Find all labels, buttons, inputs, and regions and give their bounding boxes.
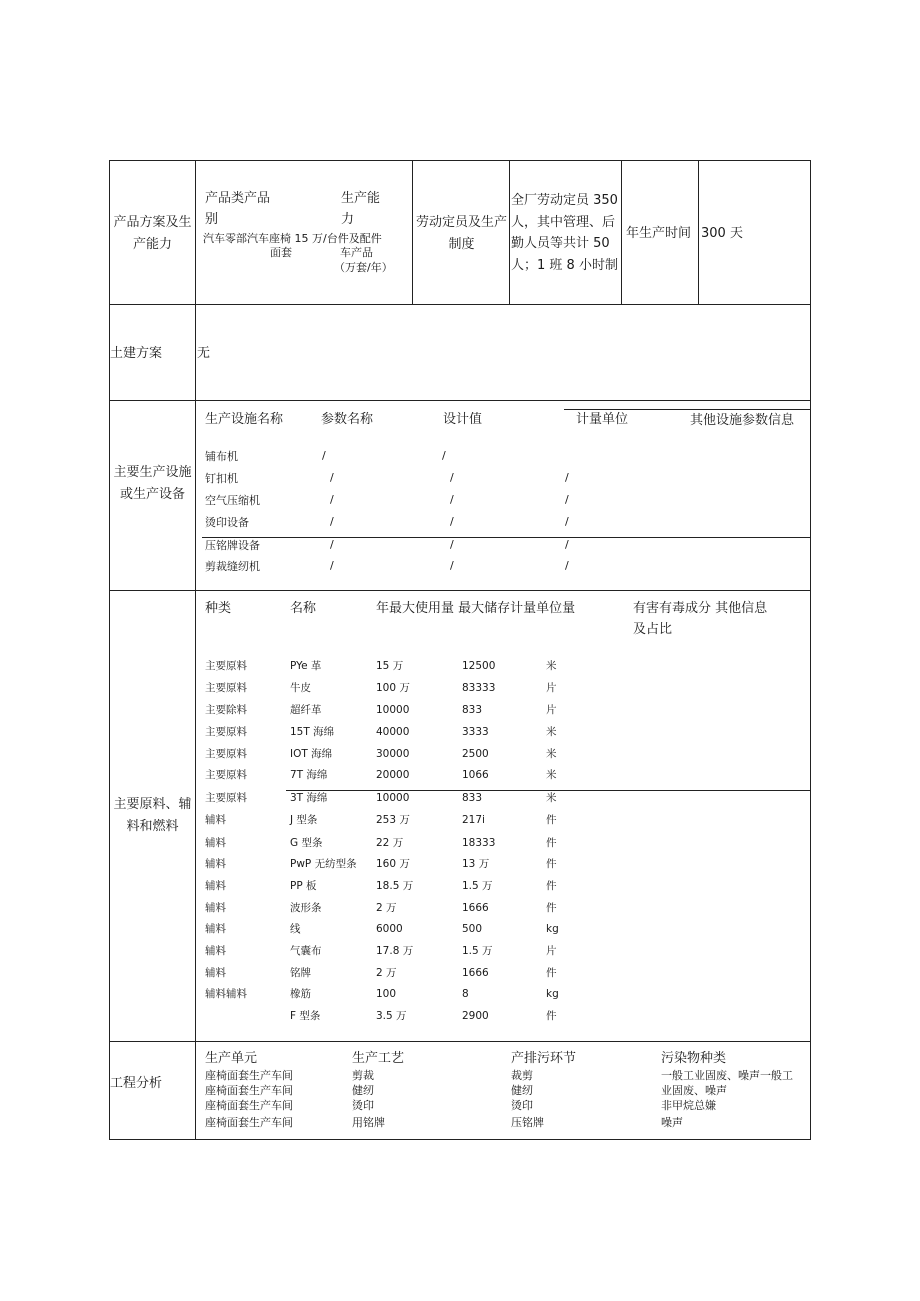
- equipment-label: 主要生产设施或生产设备: [113, 465, 192, 502]
- row-divider-2: [109, 400, 811, 401]
- material-type: 主要原料: [205, 792, 247, 804]
- production-col-divider-3: [621, 160, 622, 305]
- labor-line-2: 人，其中管理、后: [511, 215, 616, 230]
- equipment-header-name: 生产设施名称: [205, 412, 284, 427]
- equipment-name: 烫印设备: [205, 516, 249, 529]
- labor-line-1: 全厂劳动定员 350: [511, 193, 618, 208]
- materials-header-hazard: 有害有毒成分 其他信息: [633, 601, 768, 616]
- labor-label: 劳动定员及生产制度: [415, 215, 507, 252]
- product-line-1: 汽车零部汽车座椅 15 万/台件及配件: [203, 232, 382, 245]
- material-name: 橡筋: [290, 988, 311, 1000]
- engineering-header-unit: 生产单元: [205, 1051, 258, 1066]
- engineering-stage: 健纫: [511, 1084, 533, 1097]
- equipment-value: /: [450, 515, 454, 528]
- material-storage-max: 500: [462, 923, 483, 935]
- material-type: 主要原料: [205, 748, 247, 760]
- engineering-label: 工程分析: [110, 1076, 163, 1091]
- material-annual-max: 10000: [376, 704, 410, 716]
- material-annual-max: 3.5 万: [376, 1010, 407, 1022]
- material-name: 7T 海绵: [290, 769, 328, 781]
- materials-header-type: 种类: [205, 601, 232, 616]
- product-line-3: 车产品: [340, 246, 373, 259]
- product-category-header: 产品类产品: [205, 191, 271, 206]
- material-annual-max: 253 万: [376, 814, 410, 826]
- material-annual-max: 6000: [376, 923, 403, 935]
- equipment-header-rule: [564, 409, 810, 410]
- engineering-header-pollutant: 污染物种类: [661, 1051, 727, 1066]
- labor-line-3: 勤人员等共计 50: [511, 236, 610, 251]
- equipment-value: /: [442, 449, 446, 462]
- material-name: 线: [290, 923, 301, 935]
- materials-label: 主要原料、辅料和燃料: [113, 797, 192, 834]
- material-storage-max: 833: [462, 704, 483, 716]
- production-col-divider-2: [509, 160, 510, 305]
- material-annual-max: 2 万: [376, 967, 397, 979]
- row-divider-1: [109, 304, 811, 305]
- materials-header-hazard-2: 及占比: [633, 622, 673, 637]
- materials-mid-rule: [286, 790, 810, 791]
- material-storage-max: 12500: [462, 660, 496, 672]
- material-storage-max: 1666: [462, 967, 489, 979]
- engineering-pollutant: 业固废、噪声: [661, 1084, 727, 1097]
- material-type: 主要原料: [205, 660, 247, 672]
- material-unit: 米: [546, 769, 557, 781]
- material-unit: 件: [546, 858, 557, 870]
- capacity-unit: （万套/年）: [334, 261, 393, 274]
- material-annual-max: 100 万: [376, 682, 410, 694]
- engineering-process: 烫印: [352, 1099, 374, 1112]
- engineering-unit: 座椅面套生产车间: [205, 1116, 293, 1129]
- material-unit: 米: [546, 792, 557, 804]
- material-storage-max: 8: [462, 988, 469, 1000]
- material-annual-max: 22 万: [376, 837, 404, 849]
- material-unit: 件: [546, 967, 557, 979]
- material-annual-max: 100: [376, 988, 397, 1000]
- material-name: F 型条: [290, 1010, 321, 1022]
- material-type: 辅料: [205, 858, 226, 870]
- material-name: 气囊布: [290, 945, 322, 957]
- equipment-value: /: [450, 471, 454, 484]
- material-type: 辅料: [205, 880, 226, 892]
- equipment-name: 铺布机: [205, 450, 238, 463]
- material-name: 15T 海绵: [290, 726, 335, 738]
- material-unit: 米: [546, 660, 557, 672]
- material-name: J 型条: [290, 814, 318, 826]
- equipment-header-param: 参数名称: [321, 412, 374, 427]
- product-line-2: 面套: [270, 246, 292, 259]
- material-type: 辅料: [205, 923, 226, 935]
- equipment-param: /: [330, 538, 334, 551]
- material-type: 辅料: [205, 902, 226, 914]
- material-storage-max: 13 万: [462, 858, 490, 870]
- capacity-header: 生产能: [341, 191, 381, 206]
- equipment-unit: /: [565, 493, 569, 506]
- engineering-unit: 座椅面套生产车间: [205, 1069, 293, 1082]
- material-storage-max: 18333: [462, 837, 496, 849]
- material-name: PYe 革: [290, 660, 322, 672]
- material-unit: 片: [546, 704, 557, 716]
- material-unit: 件: [546, 1010, 557, 1022]
- material-storage-max: 833: [462, 792, 483, 804]
- equipment-unit: /: [565, 559, 569, 572]
- materials-header-name: 名称: [290, 601, 317, 616]
- construction-value: 无: [197, 346, 211, 361]
- equipment-value: /: [450, 559, 454, 572]
- material-name: 超纤革: [290, 704, 322, 716]
- engineering-process: 用铭牌: [352, 1116, 385, 1129]
- table-border-top: [109, 160, 811, 161]
- material-storage-max: 1.5 万: [462, 880, 493, 892]
- material-type: 主要原料: [205, 769, 247, 781]
- construction-label: 土建方案: [110, 346, 163, 361]
- material-unit: 件: [546, 880, 557, 892]
- equipment-name: 剪裁缝纫机: [205, 560, 260, 573]
- material-annual-max: 20000: [376, 769, 410, 781]
- material-name: PP 板: [290, 880, 317, 892]
- row-divider-4: [109, 1041, 811, 1042]
- engineering-process: 剪裁: [352, 1069, 374, 1082]
- equipment-unit: /: [565, 515, 569, 528]
- equipment-name: 压铭牌设备: [205, 539, 260, 552]
- equipment-param: /: [330, 559, 334, 572]
- equipment-unit: /: [565, 471, 569, 484]
- material-annual-max: 160 万: [376, 858, 410, 870]
- equipment-value: /: [450, 538, 454, 551]
- equipment-param: /: [330, 493, 334, 506]
- material-unit: kg: [546, 988, 559, 1000]
- material-unit: 米: [546, 726, 557, 738]
- equipment-mid-rule: [202, 537, 810, 538]
- material-unit: 米: [546, 748, 557, 760]
- engineering-stage: 烫印: [511, 1099, 533, 1112]
- material-storage-max: 2900: [462, 1010, 489, 1022]
- material-storage-max: 83333: [462, 682, 496, 694]
- material-name: 铭牌: [290, 967, 311, 979]
- material-storage-max: 1.5 万: [462, 945, 493, 957]
- equipment-param: /: [330, 515, 334, 528]
- equipment-name: 钉扣机: [205, 472, 238, 485]
- production-col-divider-4: [698, 160, 699, 305]
- material-name: PwP 无纺型条: [290, 858, 357, 870]
- engineering-header-stage: 产排污环节: [511, 1051, 577, 1066]
- material-storage-max: 3333: [462, 726, 489, 738]
- materials-header-amounts: 年最大使用量 最大储存计量单位量: [376, 601, 576, 616]
- equipment-header-design: 设计值: [443, 412, 483, 427]
- equipment-unit: /: [565, 538, 569, 551]
- equipment-param: /: [322, 449, 326, 462]
- material-storage-max: 217i: [462, 814, 485, 826]
- row-divider-3: [109, 590, 811, 591]
- material-annual-max: 40000: [376, 726, 410, 738]
- material-type: 辅料: [205, 814, 226, 826]
- annual-time-label: 年生产时间: [626, 226, 692, 241]
- engineering-stage: 裁剪: [511, 1069, 533, 1082]
- material-type: 辅料辅料: [205, 988, 247, 1000]
- material-annual-max: 10000: [376, 792, 410, 804]
- equipment-header-unit: 计量单位: [576, 412, 629, 427]
- engineering-pollutant: 噪声: [661, 1116, 683, 1129]
- production-col-divider-1: [412, 160, 413, 305]
- labor-line-4: 人；1 班 8 小时制: [511, 258, 618, 273]
- material-unit: 片: [546, 682, 557, 694]
- engineering-header-process: 生产工艺: [352, 1051, 405, 1066]
- engineering-stage: 压铭牌: [511, 1116, 544, 1129]
- material-annual-max: 18.5 万: [376, 880, 414, 892]
- engineering-unit: 座椅面套生产车间: [205, 1099, 293, 1112]
- material-storage-max: 1066: [462, 769, 489, 781]
- material-unit: 件: [546, 837, 557, 849]
- material-type: 辅料: [205, 967, 226, 979]
- table-border-right: [810, 160, 811, 1140]
- material-unit: 件: [546, 814, 557, 826]
- material-name: 3T 海绵: [290, 792, 328, 804]
- label-column-divider: [195, 160, 196, 1140]
- material-name: 牛皮: [290, 682, 311, 694]
- material-annual-max: 15 万: [376, 660, 404, 672]
- material-name: IOT 海绵: [290, 748, 333, 760]
- material-unit: 件: [546, 902, 557, 914]
- material-unit: 片: [546, 945, 557, 957]
- engineering-pollutant: 非甲烷总嫌: [661, 1099, 716, 1112]
- product-category-header-2: 别: [205, 212, 219, 227]
- production-label: 产品方案及生产能力: [113, 215, 192, 252]
- material-type: 辅料: [205, 837, 226, 849]
- material-storage-max: 1666: [462, 902, 489, 914]
- equipment-param: /: [330, 471, 334, 484]
- material-name: 波形条: [290, 902, 322, 914]
- table-border-left: [109, 160, 110, 1140]
- engineering-pollutant: 一般工业固废、噪声一般工: [661, 1069, 793, 1082]
- table-border-bottom: [109, 1139, 811, 1140]
- material-unit: kg: [546, 923, 559, 935]
- material-type: 主要原料: [205, 726, 247, 738]
- material-storage-max: 2500: [462, 748, 489, 760]
- material-name: G 型条: [290, 837, 323, 849]
- equipment-name: 空气压缩机: [205, 494, 260, 507]
- material-annual-max: 2 万: [376, 902, 397, 914]
- engineering-unit: 座椅面套生产车间: [205, 1084, 293, 1097]
- material-annual-max: 30000: [376, 748, 410, 760]
- material-type: 主要除料: [205, 704, 247, 716]
- annual-time-value: 300 天: [701, 226, 743, 241]
- material-annual-max: 17.8 万: [376, 945, 414, 957]
- engineering-process: 健纫: [352, 1084, 374, 1097]
- material-type: 主要原料: [205, 682, 247, 694]
- equipment-value: /: [450, 493, 454, 506]
- capacity-header-2: 力: [341, 212, 355, 227]
- equipment-header-other: 其他设施参数信息: [690, 413, 795, 428]
- material-type: 辅料: [205, 945, 226, 957]
